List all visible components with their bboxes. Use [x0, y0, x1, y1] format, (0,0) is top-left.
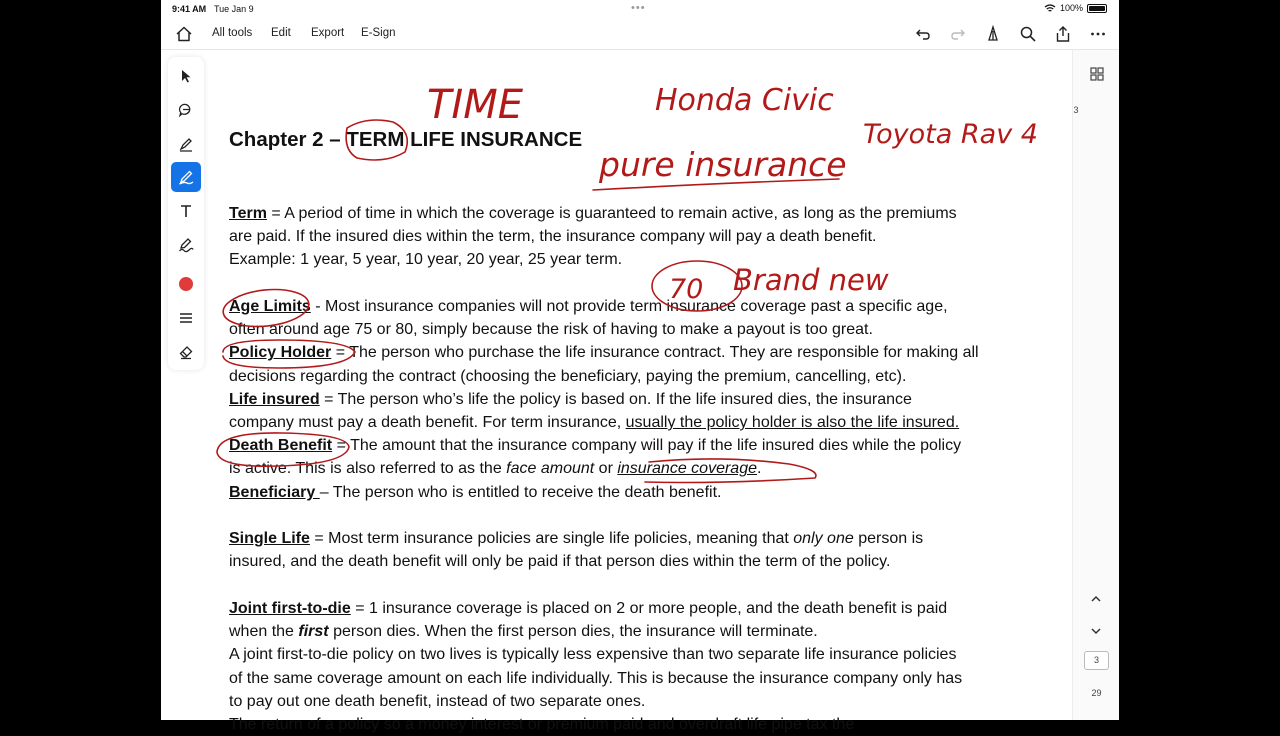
redo-icon[interactable]: [949, 25, 967, 43]
battery-icon: [1087, 4, 1107, 13]
app-toolbar: [161, 18, 1119, 50]
draw-icon: [178, 169, 194, 185]
ink-pure-insurance-note: pure insurance: [599, 145, 847, 184]
status-date: Tue Jan 9: [214, 4, 254, 14]
current-page-field[interactable]: 3: [1084, 651, 1109, 670]
single-life-definition: Single Life = Most term insurance policies are single life policies, meaning that only one person is insured, and the death benefit will only be paid if that person dies within the term of the policy.: [229, 530, 924, 571]
wifi-icon: [1044, 4, 1056, 13]
pdf-page: [229, 55, 1069, 734]
thumbnails-icon[interactable]: [1090, 67, 1104, 81]
highlight-tool[interactable]: [171, 129, 201, 159]
age-limits-definition: Age Limits - Most insurance companies will not provide term insurance coverage past a specific age, often around age 75 or 80, simply because the risk of having to make a payout is too great. Policy Holder = The person who purchase the life insurance contract. They are responsible for making all decisions regarding the contract (choosing the beneficiary, paying the premium, cancelling, etc). Life insured = The person who’s life the policy is based on. If the life insured dies, the insurance company must pay a death benefit. For term insurance, usually the policy holder is also the life insured. Death Benefit = The amount that the insurance company will pay if the life insured dies while the policy is active. This is also referred to as the face amount or insurance coverage. Beneficiary – The person who is entitled to receive the death benefit.: [229, 298, 979, 501]
ink-brand-new-note: Brand new: [733, 263, 889, 297]
color-icon: [178, 276, 194, 292]
more-icon[interactable]: [1089, 25, 1107, 43]
life-insured-label: Life insured: [229, 390, 320, 408]
status-right: [1044, 3, 1107, 13]
menu-export[interactable]: Export: [311, 27, 345, 39]
policy-holder-label: Policy Holder: [229, 344, 332, 362]
total-pages: 29: [1091, 688, 1102, 698]
ai-assistant-icon[interactable]: [984, 25, 1002, 43]
chevron-up-icon[interactable]: [1090, 593, 1102, 605]
stroke-icon: [178, 310, 194, 326]
stroke-width-picker[interactable]: [171, 303, 201, 333]
ink-70-note: 70: [669, 274, 704, 305]
page-rail: [1072, 50, 1119, 720]
status-time: 9:41 AM: [172, 4, 207, 14]
death-benefit-label: Death Benefit: [229, 437, 333, 455]
menu-all-tools[interactable]: All tools: [212, 27, 253, 39]
undo-icon[interactable]: [914, 25, 932, 43]
draw-tool[interactable]: [171, 162, 201, 192]
share-icon[interactable]: [1054, 25, 1072, 43]
text-tool[interactable]: [171, 196, 201, 226]
page-indicator-badge: 3: [1073, 105, 1079, 115]
select-tool[interactable]: [171, 61, 201, 91]
color-picker[interactable]: [171, 269, 201, 299]
eraser-icon: [178, 344, 194, 360]
age-limits-label: Age Limits: [229, 298, 311, 315]
single-life-label: Single Life: [229, 530, 310, 547]
status-bar: [161, 0, 1119, 18]
ink-time-note: TIME: [427, 82, 524, 128]
chapter-title: Chapter 2 – TERM LIFE INSURANCE: [229, 128, 583, 151]
chevron-down-icon[interactable]: [1090, 625, 1102, 637]
cut-off-line: The return of a policy so a money interest or premium paid and overdraft life pipe tax the: [229, 716, 855, 734]
highlight-icon: [178, 136, 194, 152]
search-icon[interactable]: [1019, 25, 1037, 43]
ink-honda-note: Honda Civic: [655, 83, 834, 118]
multitask-dots-icon[interactable]: •••: [631, 2, 646, 14]
select-icon: [178, 68, 194, 84]
toolbar-actions: [914, 25, 1107, 43]
menu-edit[interactable]: Edit: [271, 27, 291, 39]
beneficiary-label: Beneficiary: [229, 483, 320, 501]
comment-icon: [178, 102, 194, 118]
text-icon: [178, 203, 194, 219]
chapter-title-term: TERM: [346, 128, 405, 151]
sign-tool[interactable]: [171, 230, 201, 260]
comment-tool[interactable]: [171, 95, 201, 125]
menu-esign[interactable]: E-Sign: [361, 27, 396, 39]
battery-percent: 100%: [1059, 3, 1083, 13]
home-icon[interactable]: [175, 25, 193, 43]
joint-first-to-die-definition: Joint first-to-die = 1 insurance coverage is placed on 2 or more people, and the death benefit is paid when the first person dies. When the first person dies, the insurance will terminate. A joint first-to-die policy on two lives is typically less expensive than two separate life insurance policies of the same coverage amount on each life individually. This is because the insurance company only has to pay out one death benefit, instead of two separate ones. The return of a policy so a money interest or premium paid and overdraft life pipe tax the: [229, 600, 963, 734]
app-screen: [161, 0, 1119, 734]
ink-toyota-note: Toyota Rav 4: [863, 119, 1038, 150]
term-definition: Term = A period of time in which the coverage is guaranteed to remain active, as long as the premiums are paid. If the insured dies within the term, the insurance company will pay a death benefit. Example: 1 year, 5 year, 10 year, 20 year, 25 year term.: [229, 205, 957, 269]
joint-first-to-die-label: Joint first-to-die: [229, 600, 351, 617]
eraser-tool[interactable]: [171, 337, 201, 367]
annotation-toolbar: [168, 57, 204, 370]
term-label: Term: [229, 205, 267, 222]
sign-icon: [178, 237, 194, 253]
